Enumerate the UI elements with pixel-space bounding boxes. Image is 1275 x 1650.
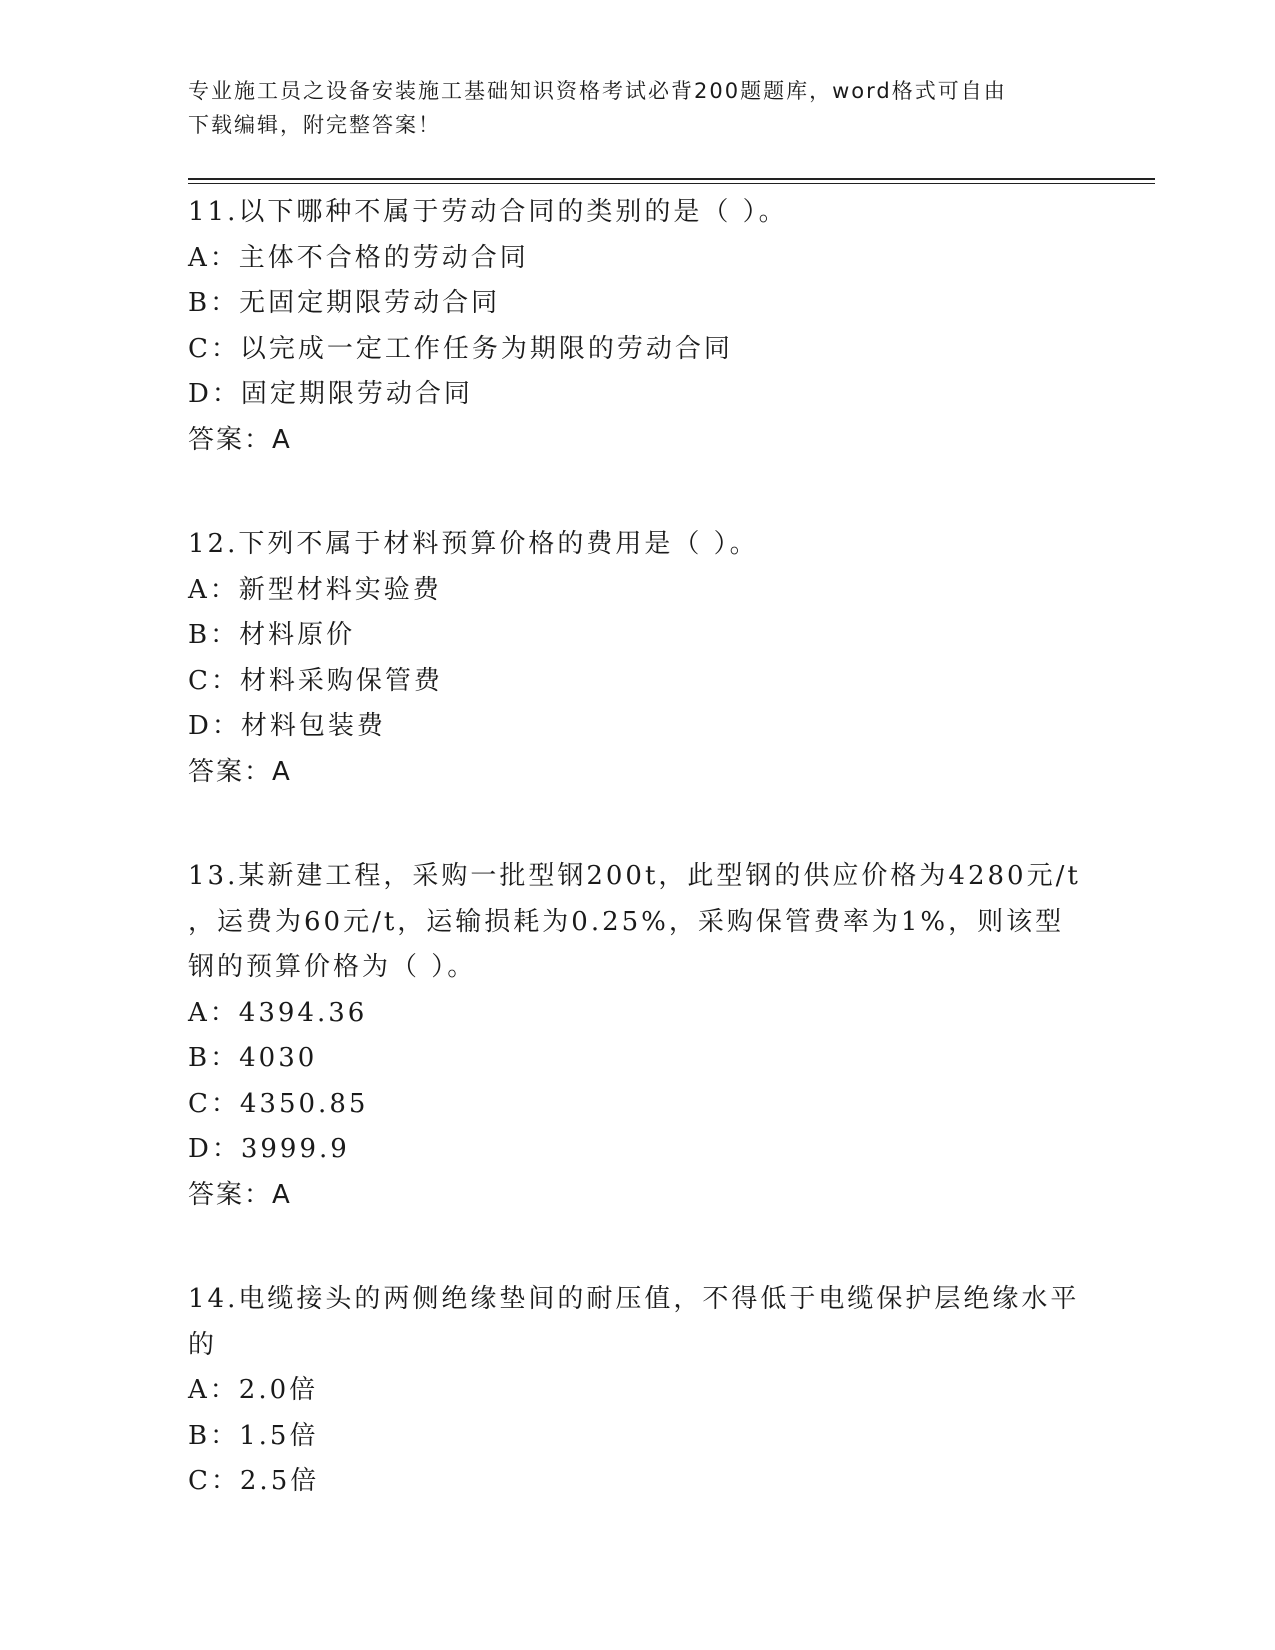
option-d: D：3999.9 bbox=[188, 1134, 350, 1164]
question-11 bbox=[188, 190, 1088, 463]
option-a: A：2.0倍 bbox=[188, 1375, 319, 1405]
option-a: A：新型材料实验费 bbox=[188, 574, 442, 605]
option-c: C：2.5倍 bbox=[188, 1466, 320, 1496]
header-divider-thin bbox=[188, 183, 1155, 184]
answer-label: 答案：A bbox=[188, 1179, 292, 1210]
option-d: D：材料包装费 bbox=[188, 711, 386, 741]
question-stem-line-2: ，运费为60元/t，运输损耗为0.25%，采购保管费率为1%，则该型 bbox=[188, 906, 1065, 937]
option-d: D：固定期限劳动合同 bbox=[188, 379, 473, 409]
question-13 bbox=[188, 854, 1088, 1218]
question-12 bbox=[188, 522, 1088, 795]
answer-label: 答案：A bbox=[188, 424, 292, 455]
option-b: B：材料原价 bbox=[188, 620, 356, 650]
question-list bbox=[188, 190, 1088, 1564]
option-b: B：无固定期限劳动合同 bbox=[188, 288, 501, 318]
header-title-line-1: 专业施工员之设备安装施工基础知识资格考试必背200题题库，word格式可自由 bbox=[188, 79, 1007, 103]
question-14 bbox=[188, 1277, 1088, 1505]
option-a: A：4394.36 bbox=[188, 997, 368, 1028]
header-title-line-2: 下载编辑，附完整答案！ bbox=[188, 113, 441, 137]
option-c: C：以完成一定工作任务为期限的劳动合同 bbox=[188, 333, 733, 364]
question-stem-line-1: 13.某新建工程，采购一批型钢200t，此型钢的供应价格为4280元/t bbox=[188, 861, 1081, 891]
option-b: B：4030 bbox=[188, 1043, 318, 1073]
option-c: C：4350.85 bbox=[188, 1088, 369, 1119]
header-divider-thick bbox=[188, 178, 1155, 180]
answer-label: 答案：A bbox=[188, 756, 292, 787]
question-stem: 12.下列不属于材料预算价格的费用是（ ）。 bbox=[188, 529, 759, 559]
question-stem-line-3: 钢的预算价格为（ ）。 bbox=[188, 952, 477, 982]
document-header bbox=[188, 74, 1088, 142]
option-c: C：材料采购保管费 bbox=[188, 665, 443, 696]
option-b: B：1.5倍 bbox=[188, 1420, 319, 1451]
question-stem: 11.以下哪种不属于劳动合同的类别的是（ ）。 bbox=[188, 197, 788, 227]
question-stem-line-2: 的 bbox=[188, 1329, 218, 1360]
option-a: A：主体不合格的劳动合同 bbox=[188, 242, 529, 273]
question-stem-line-1: 14.电缆接头的两侧绝缘垫间的耐压值，不得低于电缆保护层绝缘水平 bbox=[188, 1284, 1080, 1314]
